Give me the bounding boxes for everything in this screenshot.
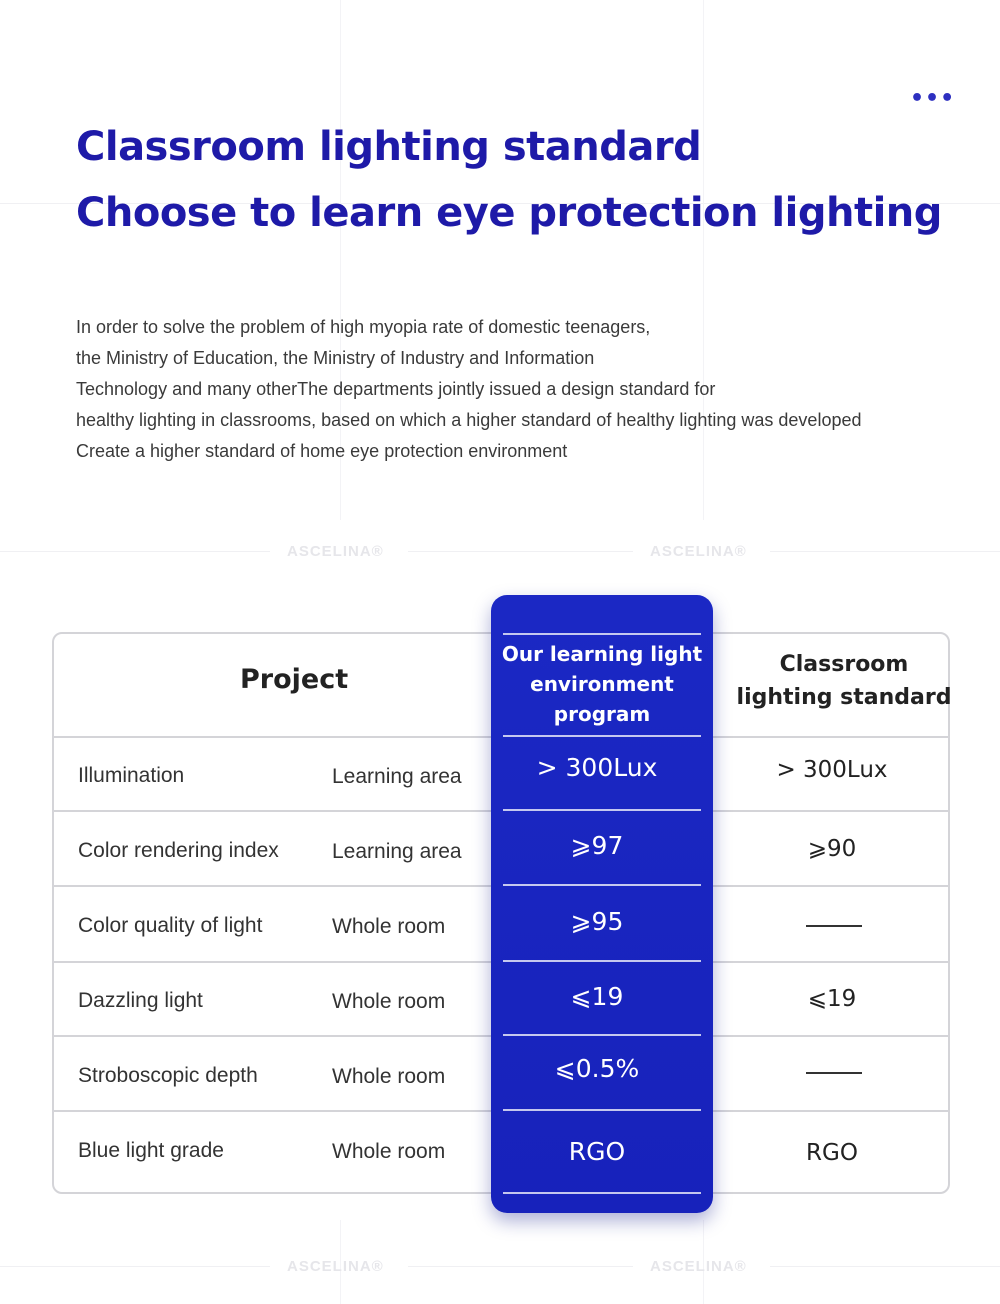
watermark-line bbox=[770, 1266, 1000, 1267]
program-divider bbox=[503, 1109, 701, 1111]
intro-line: Technology and many otherThe departments jointly issued a design standard for bbox=[76, 379, 716, 399]
watermark: ASCELINA® bbox=[287, 543, 384, 560]
program-divider bbox=[503, 633, 701, 635]
row-item: Color rendering index bbox=[78, 839, 279, 862]
intro-line: In order to solve the problem of high myopia rate of domestic teenagers, bbox=[76, 317, 651, 337]
page-title: Classroom lighting standard bbox=[76, 124, 702, 170]
program-value: ⩽0.5% bbox=[554, 1054, 640, 1083]
watermark: ASCELINA® bbox=[287, 1258, 384, 1275]
row-scope: Whole room bbox=[332, 915, 446, 938]
program-value: > 300Lux bbox=[536, 753, 658, 782]
row-item: Blue light grade bbox=[78, 1139, 224, 1162]
standard-not-applicable-dash bbox=[806, 925, 862, 927]
program-divider bbox=[503, 735, 701, 737]
more-dots-icon[interactable]: ••• bbox=[910, 86, 956, 111]
program-value: ⩾97 bbox=[570, 831, 624, 860]
standard-value: ⩽19 bbox=[807, 986, 857, 1012]
program-divider bbox=[503, 1192, 701, 1194]
program-divider bbox=[503, 809, 701, 811]
row-scope: Whole room bbox=[332, 1065, 446, 1088]
row-item: Dazzling light bbox=[78, 989, 203, 1012]
row-scope: Whole room bbox=[332, 1140, 446, 1163]
intro-paragraph bbox=[76, 312, 976, 467]
row-item: Illumination bbox=[78, 764, 185, 787]
watermark: ASCELINA® bbox=[650, 1258, 747, 1275]
header-program-line: Our learning light bbox=[501, 642, 703, 666]
header-program-line: environment bbox=[530, 672, 674, 696]
intro-line: the Ministry of Education, the Ministry of Industry and Information bbox=[76, 348, 595, 368]
program-value: ⩾95 bbox=[570, 907, 624, 936]
watermark: ASCELINA® bbox=[650, 543, 747, 560]
program-value: ⩽19 bbox=[570, 982, 624, 1011]
intro-line: Create a higher standard of home eye protection environment bbox=[76, 441, 568, 461]
watermark-line bbox=[0, 551, 270, 552]
row-item: Color quality of light bbox=[78, 914, 263, 937]
program-value: RGO bbox=[568, 1137, 626, 1166]
header-classroom-standard-line: Classroom bbox=[779, 652, 909, 677]
header-project: Project bbox=[240, 664, 349, 695]
program-divider bbox=[503, 960, 701, 962]
standard-not-applicable-dash bbox=[806, 1072, 862, 1074]
standard-value: RGO bbox=[806, 1140, 858, 1166]
row-scope: Learning area bbox=[332, 765, 462, 788]
row-scope: Learning area bbox=[332, 840, 462, 863]
header-classroom-standard bbox=[734, 648, 954, 714]
watermark-line bbox=[770, 551, 1000, 552]
standard-value: ⩾90 bbox=[807, 836, 857, 862]
row-scope: Whole room bbox=[332, 990, 446, 1013]
program-divider bbox=[503, 1034, 701, 1036]
intro-line: healthy lighting in classrooms, based on which a higher standard of healthy lighting was developed bbox=[76, 410, 862, 430]
program-column bbox=[491, 595, 713, 1213]
program-divider bbox=[503, 884, 701, 886]
header-program bbox=[491, 639, 713, 729]
row-item: Stroboscopic depth bbox=[78, 1064, 258, 1087]
page-subtitle: Choose to learn eye protection lighting bbox=[76, 190, 942, 236]
watermark-line bbox=[408, 1266, 633, 1267]
standard-value: > 300Lux bbox=[776, 757, 888, 783]
watermark-line bbox=[0, 1266, 270, 1267]
header-program-line: program bbox=[553, 702, 651, 726]
watermark-line bbox=[408, 551, 633, 552]
header-classroom-standard-line: lighting standard bbox=[736, 685, 952, 710]
